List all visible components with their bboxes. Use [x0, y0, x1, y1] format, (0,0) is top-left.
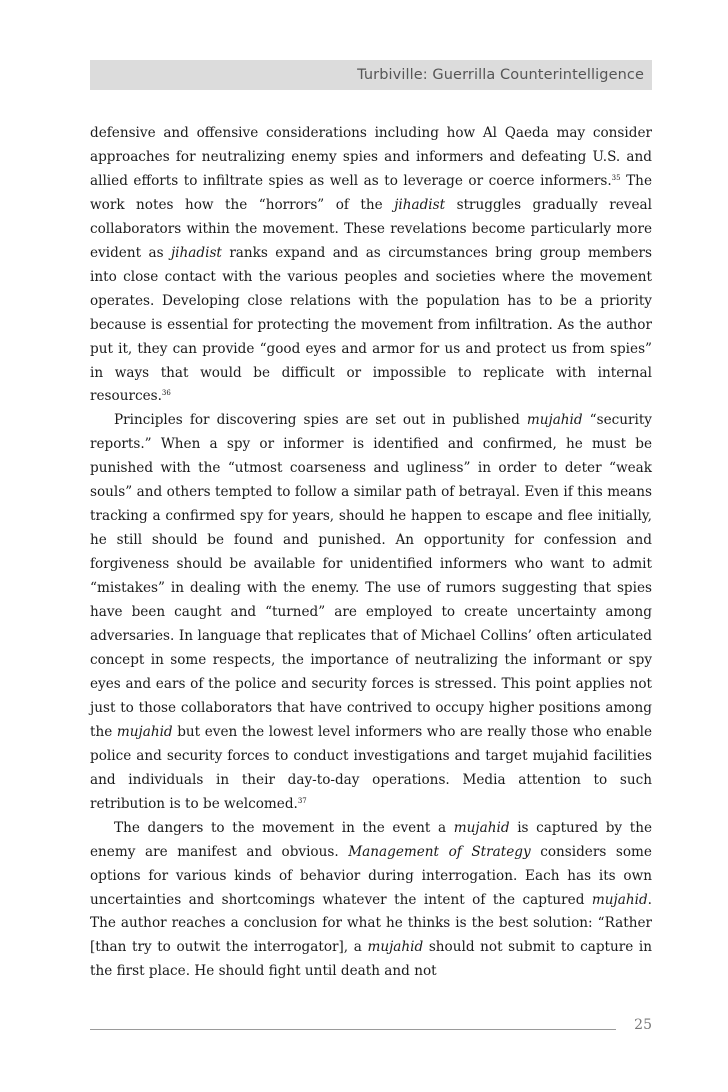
- text-run: Principles for discovering spies are set out in published: [114, 412, 527, 429]
- text-run: is captured by the enemy are manifest and obvious.: [90, 819, 652, 860]
- text-run: should not submit to capture in the first place. He should fight until death and not: [90, 939, 652, 980]
- text-run: ranks expand and as circumstances bring group members into close contact with the various peoples and societies where the movement operates. Developing close relations with the population has to be a priority because is essential for protecting the movement from infiltration. As the author put it, they can provide “good eyes and armor for us and protect us from spies” in ways that would be difficult or impossible to replicate with internal resources.: [90, 244, 652, 405]
- italic-term: mujahid: [453, 819, 510, 836]
- text-run: The dangers to the movement in the event a: [114, 819, 454, 836]
- footnote-marker: 35: [611, 173, 621, 182]
- body-paragraph: [90, 122, 652, 409]
- text-run: considers some options for various kinds of behavior during interrogation. Each has its own uncertainties and shortcomings whatever the intent of the captured: [90, 843, 652, 908]
- italic-term: mujahid: [116, 723, 173, 740]
- text-run: struggles gradually reveal collaborators within the movement. These revelations become particularly more evident as: [90, 196, 652, 261]
- italic-term: Management of Strategy: [348, 843, 531, 860]
- text-run: “security reports.” When a spy or informer is identified and confirmed, he must be punished with the “utmost coarseness and ugliness” in order to deter “weak souls” and others tempted to follow a similar path of betrayal. Even if this means tracking a confirmed spy for years, should he happen to escape and flee initially, he still should be found and punished. An opportunity for confession and forgiveness should be available for unidentified informers who want to admit “mistakes” in dealing with the enemy. The use of rumors suggesting that spies have been caught and “turned” are employed to create uncertainty among adversaries. In language that replicates that of Michael Collins’ often articulated concept in some respects, the importance of neutralizing the informant or spy eyes and ears of the police and security forces is stressed. This point applies not just to those collaborators that have contrived to occupy higher positions among the: [90, 412, 652, 740]
- text-run: The work notes how the “horrors” of the: [90, 172, 652, 213]
- italic-term: jihadist: [394, 196, 446, 213]
- text-run: . The author reaches a conclusion for what he thinks is the best solution: “Rather [than try to outwit the interrogator], a: [90, 891, 652, 956]
- running-title: Turbiville: Guerrilla Counterintelligence: [357, 67, 644, 83]
- footer-rule: [90, 1029, 616, 1030]
- body-paragraph: [90, 817, 652, 985]
- running-header: [90, 60, 652, 90]
- footnote-marker: 37: [297, 796, 307, 805]
- text-run: defensive and offensive considerations including how Al Qaeda may consider approaches for neutralizing enemy spies and informers and defeating U.S. and allied efforts to infiltrate spies as well as to leverage or coerce informers.: [90, 125, 652, 189]
- body-text: [90, 122, 652, 984]
- text-run: but even the lowest level informers who are really those who enable police and security forces to conduct investigations and target mujahid facilities and individuals in their day-to-day operations. Media attention to such retribution is to be welcomed.: [90, 723, 652, 812]
- italic-term: mujahid: [526, 412, 583, 429]
- footnote-marker: 36: [161, 389, 171, 398]
- body-paragraph: [90, 409, 652, 816]
- italic-term: jihadist: [170, 244, 222, 261]
- page-number: 25: [634, 1017, 652, 1033]
- italic-term: mujahid: [367, 939, 424, 956]
- italic-term: mujahid: [591, 891, 648, 908]
